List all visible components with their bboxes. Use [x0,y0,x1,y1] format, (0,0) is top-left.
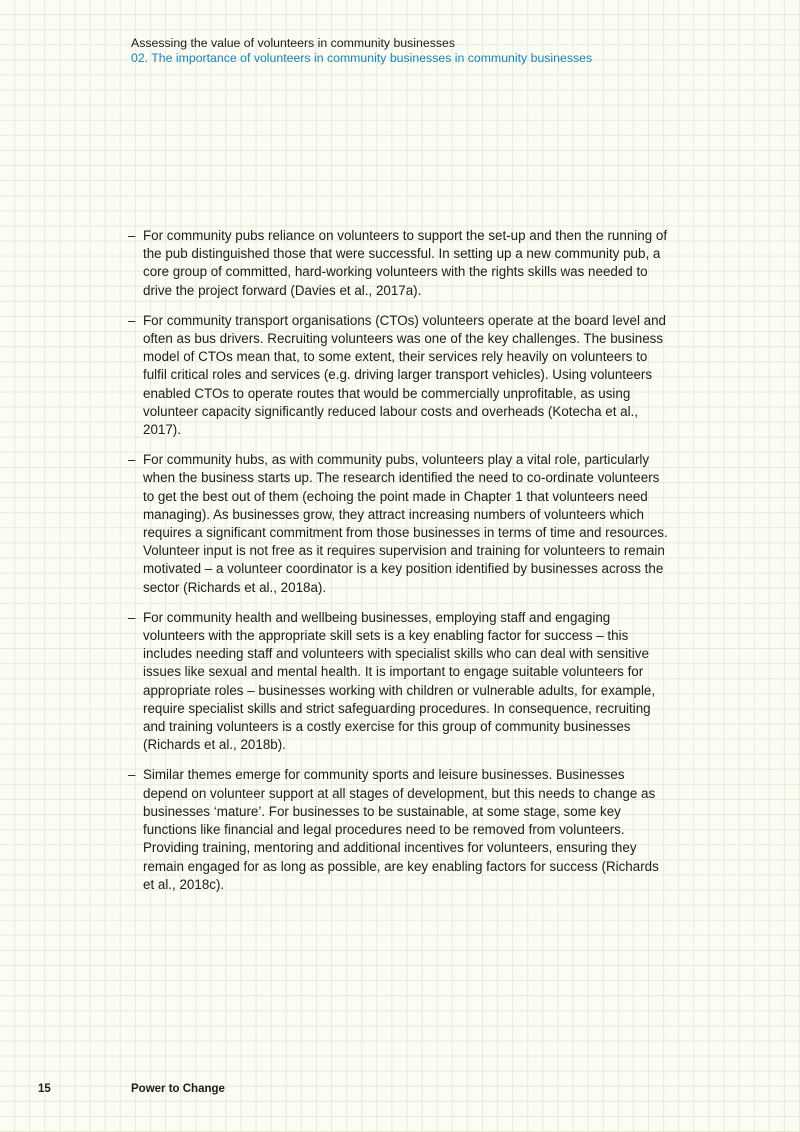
list-item-text: For community hubs, as with community pubs, volunteers play a vital role, particularly when the business starts up. The research identified the need to co-ordinate volunteers to get the best out of them (echoing the point made in Chapter 1 that volunteers need managing). As businesses grow, they attract increasing numbers of volunteers which requires a significant commitment from those businesses in terms of time and resources. Volunteer input is not free as it requires supervision and training for volunteers to remain motivated – a volunteer coordinator is a key position identified by businesses across the sector (Richards et al., 2018a). [143,452,668,595]
list-item-text: For community health and wellbeing businesses, employing staff and engaging volunteers with the appropriate skill sets is a key enabling factor for success – this includes needing staff and volunteers with specialist skills who can deal with sensitive issues like sexual and mental health. It is important to engage suitable volunteers for appropriate roles – businesses working with children or vulnerable adults, for example, require specialist skills and strict safeguarding procedures. In consequence, recruiting and training volunteers is a costly exercise for this group of community businesses (Richards et al., 2018b). [143,609,656,753]
page-number: 15 [38,1083,51,1095]
page-header [131,36,592,66]
dash-bullet-icon: – [128,767,136,783]
chapter-title: 02. The importance of volunteers in community businesses in community businesses [131,51,593,65]
list-item [128,312,668,439]
list-item [128,609,668,755]
document-title: Assessing the value of volunteers in community businesses [131,36,455,50]
dash-bullet-icon: – [128,452,136,468]
main-content [128,227,668,906]
list-item [128,451,668,597]
dash-bullet-icon: – [128,312,136,328]
list-item-text: For community pubs reliance on volunteers to support the set-up and then the running of the pub distinguished those that were successful. In setting up a new community pub, a core group of committed, hard-working volunteers with the rights skills was needed to drive the project forward (Davies et al., 2017a). [143,228,668,298]
list-item-text: Similar themes emerge for community sports and leisure businesses. Businesses depend on volunteer support at all stages of development, but this needs to change as businesses ‘mature’. For businesses to be sustainable, at some stage, some key functions like financial and legal procedures need to be removed from volunteers. Providing training, mentoring and additional incentives for volunteers, ensuring they remain engaged for as long as possible, are key enabling factors for success (Richards et al., 2018c). [143,767,659,892]
organization-name: Power to Change [131,1083,225,1095]
list-item-text: For community transport organisations (CTOs) volunteers operate at the board level and often as bus drivers. Recruiting volunteers was one of the key challenges. The business model of CTOs mean that, to some extent, their services rely heavily on volunteers to fulfil critical roles and services (e.g. driving larger transport vehicles). Using volunteers enabled CTOs to operate routes that would be commercially unprofitable, as using volunteer capacity significantly reduced labour costs and overheads (Kotecha et al., 2017). [143,312,666,438]
dash-bullet-icon: – [128,228,136,243]
bullet-list [128,227,668,894]
dash-bullet-icon: – [128,609,136,625]
list-item [128,766,668,893]
list-item [128,227,668,300]
